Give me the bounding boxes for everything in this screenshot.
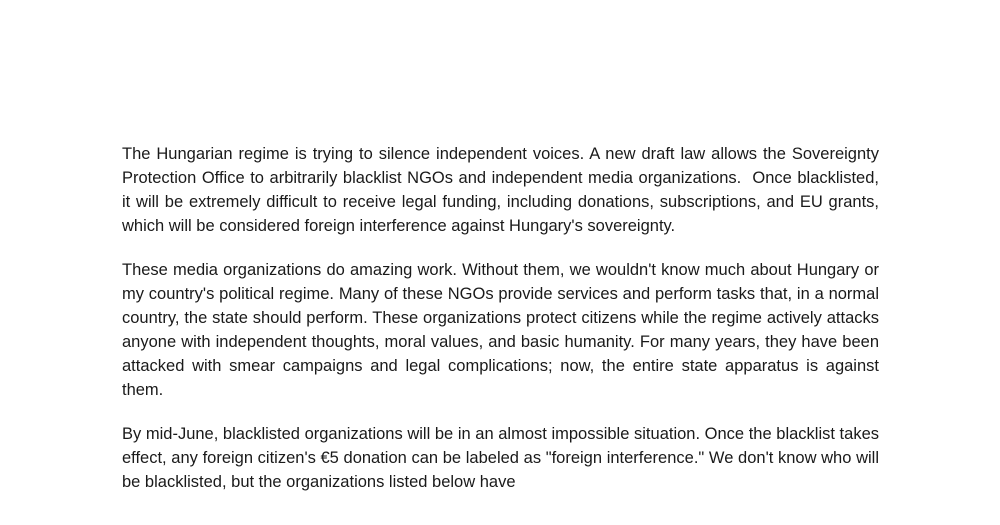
document-body: [122, 142, 884, 514]
paragraph-1: The Hungarian regime is trying to silence independent voices. A new draft law allows the Sovereignty Protection Office to arbitrarily blacklist NGOs and independent media organizations. Once blacklisted, it will be extremely difficult to receive legal funding, including donations, subscriptions, and EU grants, which will be considered foreign interference against Hungary's sovereignty.: [122, 145, 884, 235]
paragraph-3: By mid-June, blacklisted organizations will be in an almost impossible situation. Once the blacklist takes effect, any foreign citizen's €5 donation can be labeled as "foreign interference." We don't know who will be blacklisted, but the organizations listed below have: [122, 425, 884, 491]
paragraph-2: These media organizations do amazing work. Without them, we wouldn't know much about Hungary or my country's political regime. Many of these NGOs provide services and perform tasks that, in a normal country, the state should perform. These organizations protect citizens while the regime actively attacks anyone with independent thoughts, moral values, and basic humanity. For many years, they have been attacked with smear campaigns and legal complications; now, the entire state apparatus is against them.: [122, 261, 884, 399]
